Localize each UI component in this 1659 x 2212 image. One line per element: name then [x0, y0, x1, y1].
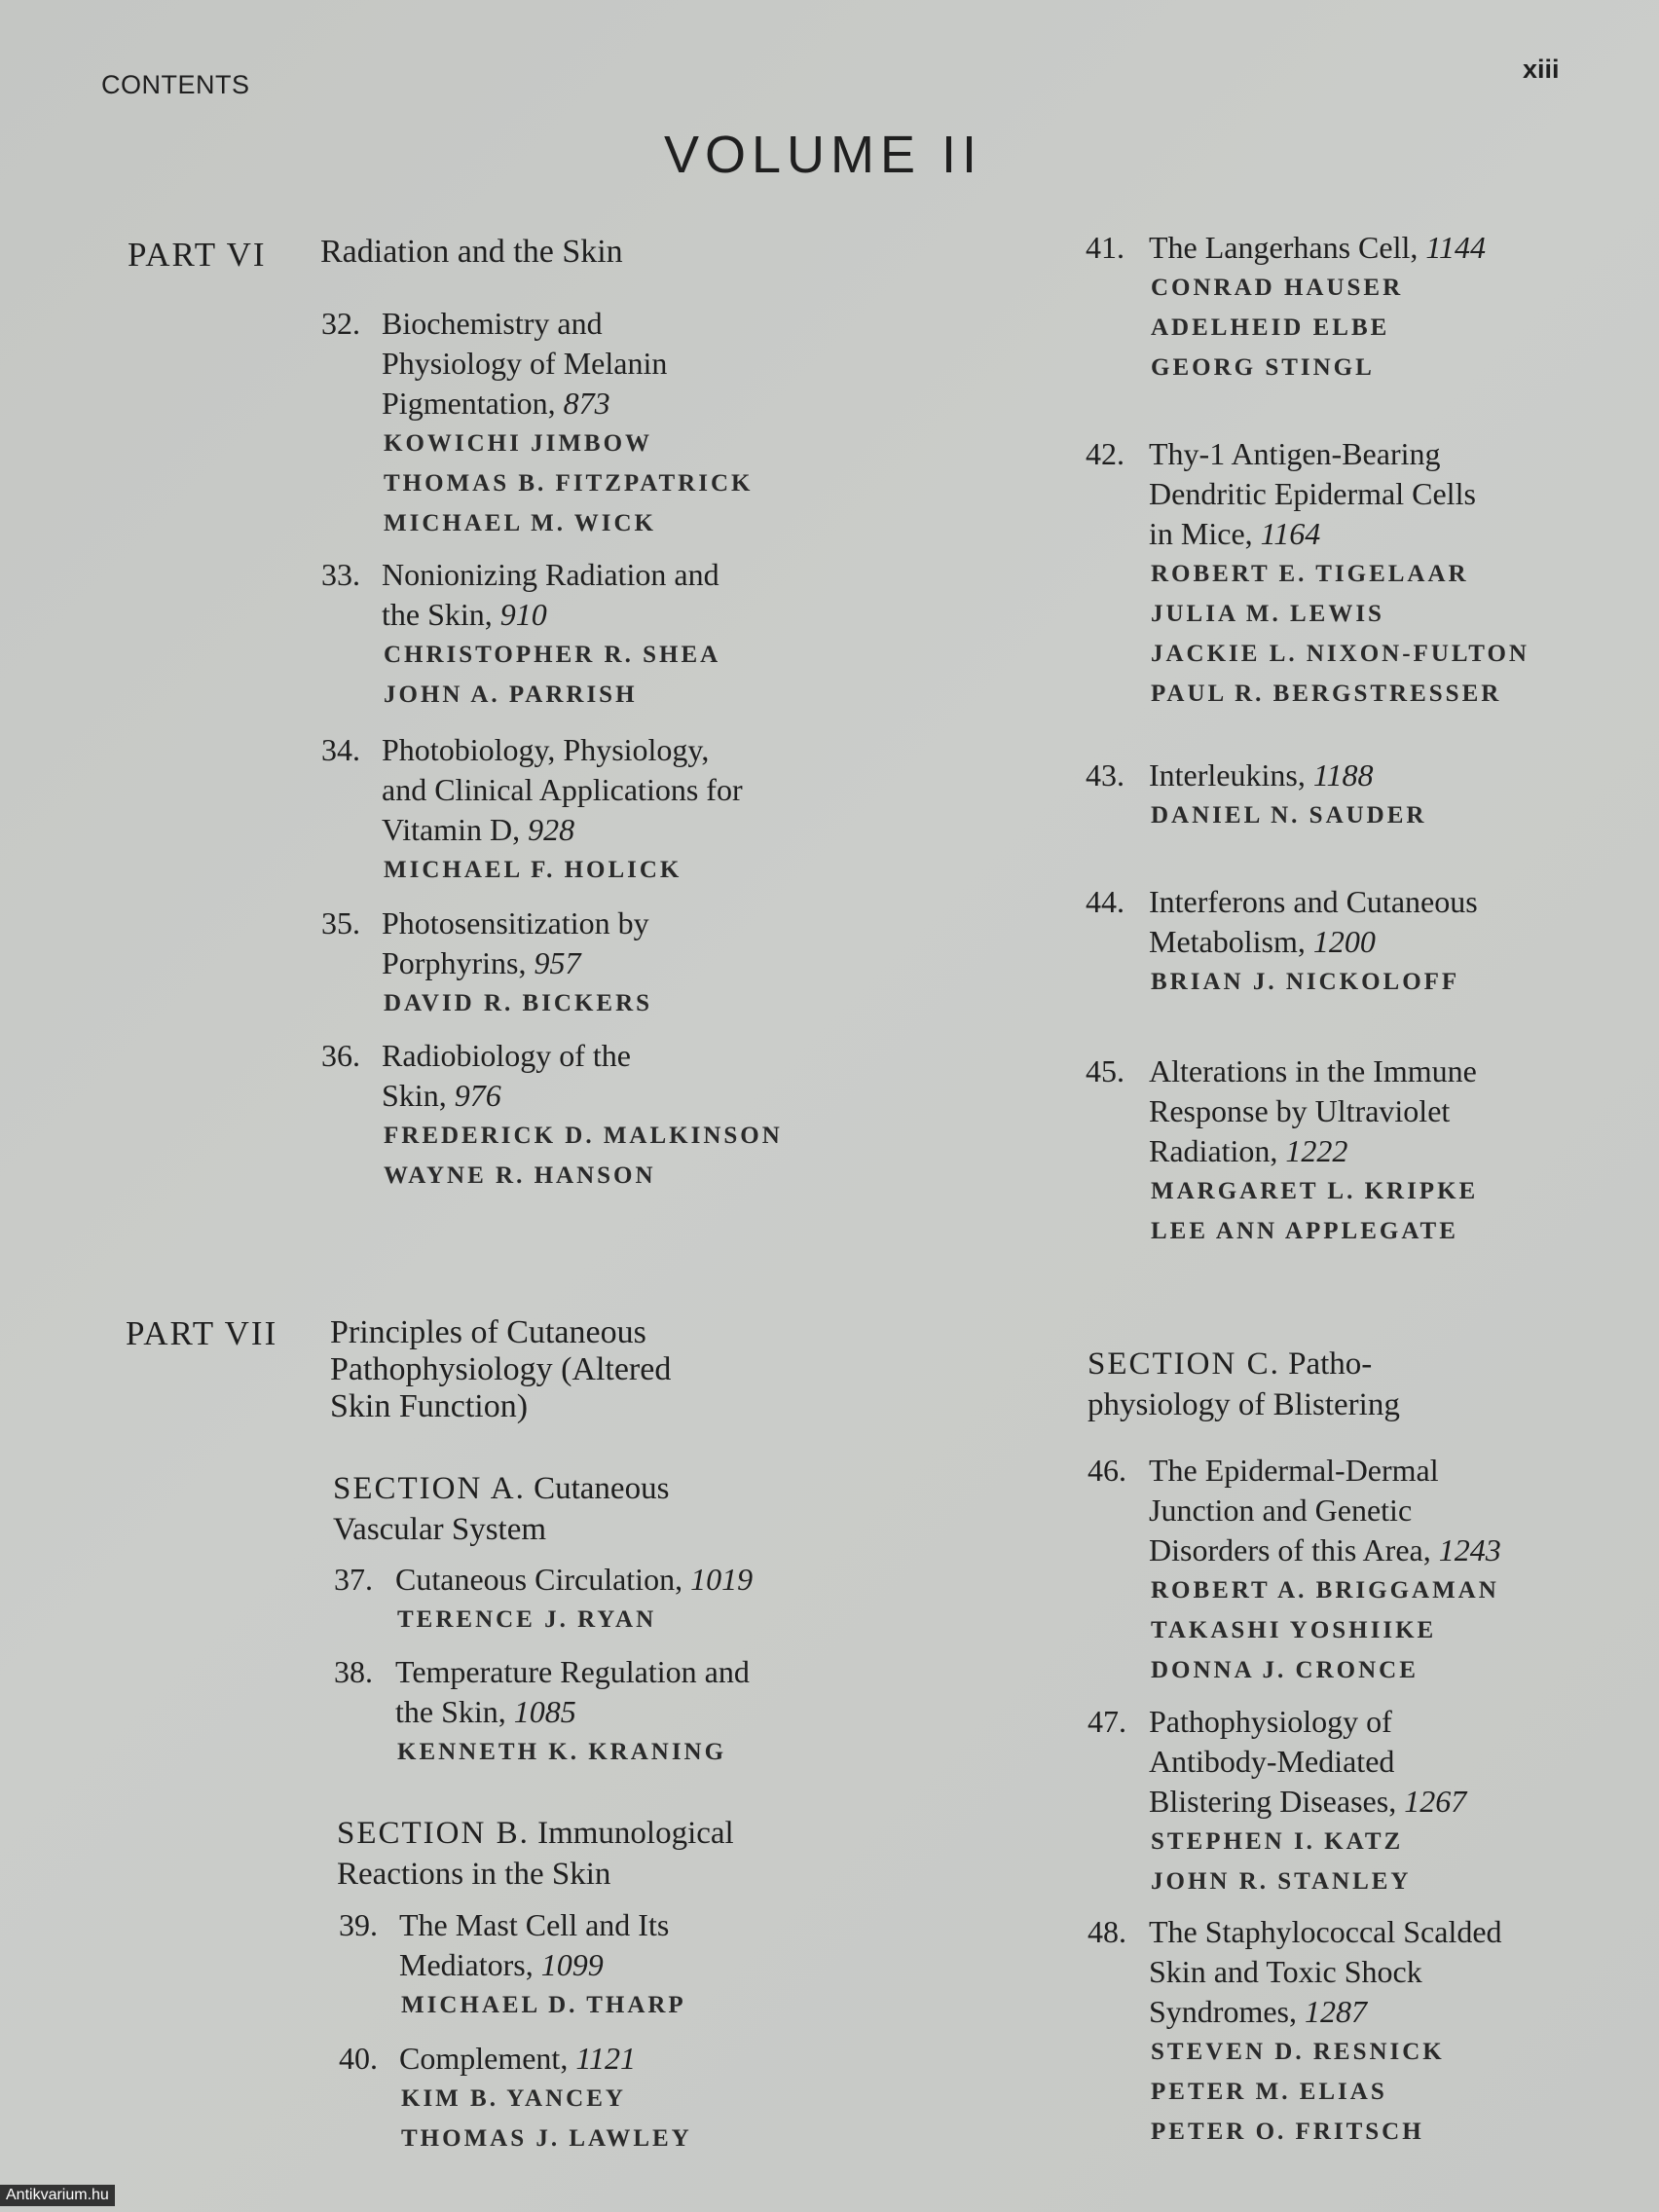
chapter-title-line: Photobiology, Physiology, [382, 732, 710, 767]
author-name: DAVID R. BICKERS [384, 990, 653, 1016]
chapter-title-line: Antibody-Mediated [1149, 1744, 1395, 1779]
chapter-authors [1151, 2032, 1445, 2152]
chapter-number: 34. [321, 732, 360, 767]
author-name: BRIAN J. NICKOLOFF [1151, 969, 1460, 995]
chapter-title [382, 1036, 631, 1116]
part-title: Radiation and the Skin [320, 234, 623, 270]
section-title: Cutaneous [534, 1471, 670, 1506]
author-name: LEE ANN APPLEGATE [1151, 1218, 1458, 1244]
section-label: SECTION A. [333, 1471, 526, 1506]
chapter-page: 1222 [1285, 1133, 1348, 1168]
chapter-page: 957 [534, 945, 581, 980]
chapter-page: 873 [563, 386, 610, 421]
chapter-page: 1287 [1305, 1994, 1367, 2029]
chapter-title-line: Junction and Genetic [1149, 1493, 1413, 1528]
section-heading [337, 1813, 734, 1895]
part-label: PART VII [126, 1314, 278, 1352]
chapter-title-line: Dendritic Epidermal Cells [1149, 476, 1476, 511]
chapter-title [382, 730, 743, 850]
chapter-title-line: Blistering Diseases, 1267 [1149, 1784, 1467, 1819]
chapter-title [1149, 756, 1373, 795]
chapter-authors [1151, 268, 1403, 387]
author-name: CONRAD HAUSER [1151, 275, 1404, 301]
chapter-title [382, 555, 719, 635]
chapter-title [1149, 882, 1478, 962]
chapter-number: 36. [321, 1038, 360, 1073]
chapter-authors [384, 1116, 783, 1196]
chapter-page: 1099 [540, 1947, 604, 1982]
chapter-page: 976 [454, 1078, 501, 1113]
volume-title: VOLUME II [664, 126, 983, 184]
chapter-page: 1200 [1312, 924, 1376, 959]
chapter-number: 40. [339, 2041, 378, 2076]
chapter-number: 41. [1086, 230, 1124, 265]
author-name: ROBERT A. BRIGGAMAN [1151, 1577, 1499, 1604]
chapter-authors [384, 424, 753, 543]
section-label: SECTION B. [337, 1816, 530, 1851]
chapter-title-line: Skin, 976 [382, 1078, 501, 1113]
section-title: physiology of Blistering [1088, 1387, 1400, 1422]
author-name: JOHN R. STANLEY [1151, 1868, 1412, 1895]
chapter-authors [1151, 554, 1530, 714]
chapter-page: 1144 [1425, 230, 1486, 265]
author-name: KIM B. YANCEY [401, 2085, 626, 2112]
author-name: THOMAS B. FITZPATRICK [384, 470, 754, 497]
chapter-title [399, 1905, 669, 1985]
author-name: PAUL R. BERGSTRESSER [1151, 681, 1502, 707]
author-name: WAYNE R. HANSON [384, 1162, 656, 1189]
author-name: JOHN A. PARRISH [384, 682, 638, 708]
section-heading [1088, 1344, 1400, 1425]
author-name: CHRISTOPHER R. SHEA [384, 642, 721, 668]
section-title: Immunological [537, 1816, 734, 1851]
chapter-number: 47. [1088, 1704, 1126, 1739]
author-name: THOMAS J. LAWLEY [401, 2125, 692, 2152]
author-name: STEVEN D. RESNICK [1151, 2039, 1445, 2065]
author-name: KENNETH K. KRANING [397, 1739, 727, 1765]
chapter-title-line: The Staphylococcal Scalded [1149, 1914, 1502, 1949]
author-name: JACKIE L. NIXON-FULTON [1151, 641, 1530, 667]
chapter-page: 1243 [1438, 1532, 1501, 1567]
author-name: MICHAEL D. THARP [401, 1992, 686, 2018]
chapter-page: 928 [528, 812, 575, 847]
chapter-title-line: Metabolism, 1200 [1149, 924, 1376, 959]
chapter-title-line: Cutaneous Circulation, 1019 [395, 1562, 754, 1597]
chapter-title-line: Temperature Regulation and [395, 1654, 750, 1689]
author-name: ADELHEID ELBE [1151, 314, 1390, 341]
chapter-title [1149, 1451, 1501, 1570]
part-title-line: Pathophysiology (Altered [330, 1351, 672, 1387]
chapter-title [1149, 228, 1486, 268]
author-name: MICHAEL F. HOLICK [384, 857, 682, 883]
author-name: DANIEL N. SAUDER [1151, 802, 1427, 829]
author-name: PETER M. ELIAS [1151, 2079, 1387, 2105]
chapter-title-line: Interferons and Cutaneous [1149, 884, 1478, 919]
chapter-title-line: Pathophysiology of [1149, 1704, 1392, 1739]
chapter-title [382, 903, 649, 983]
chapter-title-line: Vitamin D, 928 [382, 812, 575, 847]
chapter-title-line: in Mice, 1164 [1149, 516, 1321, 551]
chapter-authors [384, 635, 720, 715]
chapter-title [1149, 1912, 1502, 2032]
section-label: SECTION C. [1088, 1346, 1280, 1382]
chapter-page: 1267 [1404, 1784, 1467, 1819]
section-title: Patho- [1288, 1346, 1373, 1382]
chapter-authors [397, 1732, 726, 1772]
chapter-number: 48. [1088, 1914, 1126, 1949]
chapter-page: 910 [499, 597, 547, 632]
part-title-line: Skin Function) [330, 1388, 529, 1424]
chapter-authors [1151, 1171, 1478, 1251]
running-header: CONTENTS [101, 70, 250, 99]
author-name: DONNA J. CRONCE [1151, 1657, 1419, 1683]
chapter-title-line: Mediators, 1099 [399, 1947, 604, 1982]
chapter-authors [401, 1985, 686, 2025]
chapter-authors [384, 983, 652, 1023]
chapter-page: 1188 [1312, 757, 1374, 793]
watermark: Antikvarium.hu [0, 2185, 115, 2206]
chapter-number: 44. [1086, 884, 1124, 919]
section-title: Reactions in the Skin [337, 1857, 611, 1892]
chapter-number: 32. [321, 306, 360, 341]
chapter-authors [1151, 962, 1459, 1002]
chapter-authors [1151, 1570, 1499, 1690]
chapter-title-line: Response by Ultraviolet [1149, 1093, 1451, 1128]
chapter-number: 38. [334, 1654, 373, 1689]
chapter-title-line: Physiology of Melanin [382, 346, 668, 381]
chapter-page: 1121 [575, 2041, 636, 2076]
chapter-title-line: The Mast Cell and Its [399, 1907, 670, 1942]
chapter-title-line: Skin and Toxic Shock [1149, 1954, 1422, 1989]
chapter-title-line: Radiation, 1222 [1149, 1133, 1348, 1168]
chapter-title-line: Biochemistry and [382, 306, 603, 341]
chapter-page: 1019 [690, 1562, 754, 1597]
chapter-number: 35. [321, 905, 360, 940]
chapter-authors [397, 1600, 656, 1640]
chapter-title-line: Radiobiology of the [382, 1038, 631, 1073]
author-name: GEORG STINGL [1151, 354, 1375, 381]
chapter-authors [1151, 1822, 1412, 1901]
chapter-title-line: Pigmentation, 873 [382, 386, 610, 421]
chapter-number: 33. [321, 557, 360, 592]
chapter-authors [1151, 795, 1426, 835]
chapter-title [395, 1560, 753, 1600]
chapter-page: 1164 [1260, 516, 1321, 551]
chapter-title-line: Interleukins, 1188 [1149, 757, 1374, 793]
part-title-line: Principles of Cutaneous [330, 1314, 646, 1350]
chapter-number: 45. [1086, 1053, 1124, 1088]
chapter-title [1149, 434, 1476, 554]
part-label: PART VI [128, 236, 267, 274]
chapter-title [1149, 1702, 1466, 1822]
author-name: MARGARET L. KRIPKE [1151, 1178, 1479, 1204]
chapter-title-line: the Skin, 1085 [395, 1694, 576, 1729]
part-title [330, 1314, 671, 1425]
author-name: KOWICHI JIMBOW [384, 430, 653, 457]
chapter-authors [384, 850, 682, 890]
chapter-title-line: Photosensitization by [382, 905, 649, 940]
chapter-title-line: and Clinical Applications for [382, 772, 743, 807]
chapter-number: 39. [339, 1907, 378, 1942]
author-name: TAKASHI YOSHIIKE [1151, 1617, 1437, 1643]
chapter-title-line: the Skin, 910 [382, 597, 547, 632]
chapter-title-line: Thy-1 Antigen-Bearing [1149, 436, 1441, 471]
author-name: STEPHEN I. KATZ [1151, 1828, 1404, 1855]
page-number: xiii [1523, 55, 1560, 84]
chapter-number: 42. [1086, 436, 1124, 471]
author-name: ROBERT E. TIGELAAR [1151, 561, 1469, 587]
chapter-title-line: Porphyrins, 957 [382, 945, 581, 980]
chapter-title-line: Nonionizing Radiation and [382, 557, 719, 592]
chapter-title-line: Complement, 1121 [399, 2041, 636, 2076]
chapter-title-line: Syndromes, 1287 [1149, 1994, 1367, 2029]
section-title: Vascular System [333, 1512, 547, 1547]
chapter-number: 46. [1088, 1453, 1126, 1488]
author-name: JULIA M. LEWIS [1151, 601, 1384, 627]
chapter-title [1149, 1051, 1477, 1171]
chapter-title [395, 1652, 750, 1732]
chapter-title-line: Disorders of this Area, 1243 [1149, 1532, 1501, 1567]
chapter-title-line: The Epidermal-Dermal [1149, 1453, 1439, 1488]
chapter-number: 43. [1086, 757, 1124, 793]
chapter-title [399, 2039, 636, 2079]
section-heading [333, 1468, 669, 1550]
author-name: PETER O. FRITSCH [1151, 2119, 1424, 2145]
author-name: MICHAEL M. WICK [384, 510, 656, 536]
chapter-title-line: The Langerhans Cell, 1144 [1149, 230, 1486, 265]
chapter-authors [401, 2079, 692, 2158]
chapter-number: 37. [334, 1562, 373, 1597]
author-name: FREDERICK D. MALKINSON [384, 1123, 783, 1149]
chapter-page: 1085 [513, 1694, 576, 1729]
chapter-title-line: Alterations in the Immune [1149, 1053, 1477, 1088]
author-name: TERENCE J. RYAN [397, 1606, 657, 1633]
chapter-title [382, 304, 667, 424]
